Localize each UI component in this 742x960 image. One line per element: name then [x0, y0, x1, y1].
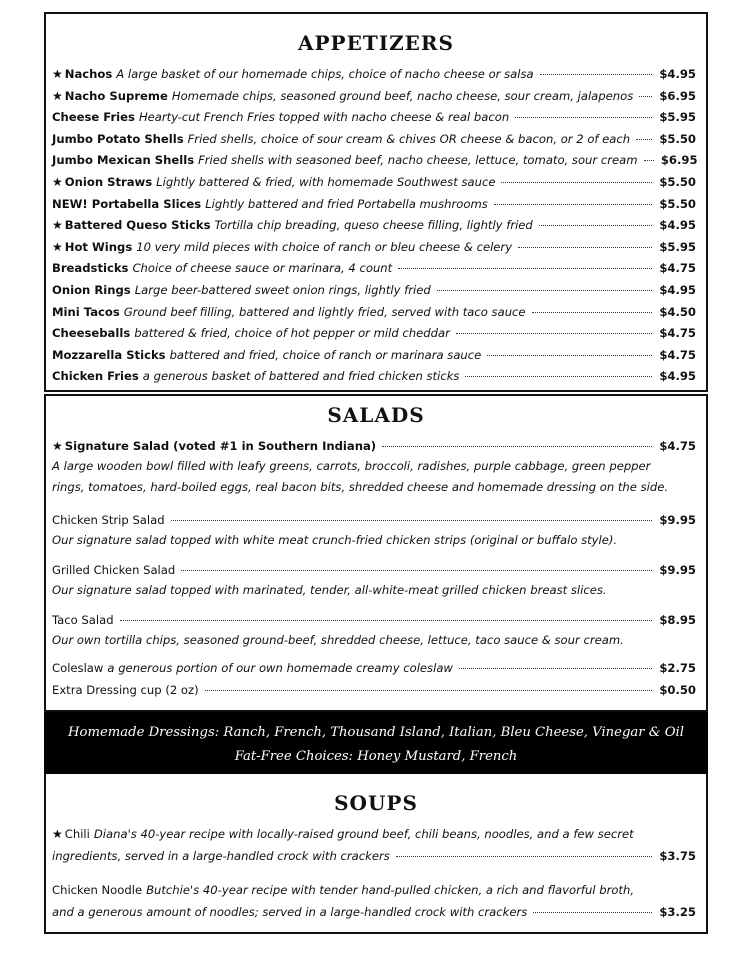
item-price: $4.75	[659, 347, 696, 362]
item-name: Nacho Supreme	[64, 88, 168, 103]
menu-item	[52, 260, 696, 276]
item-name: Chicken Strip Salad	[52, 513, 165, 527]
star-icon: ★	[52, 175, 63, 189]
item-desc: Large beer-battered sweet onion rings, lightly fried	[134, 283, 431, 297]
item-name: Coleslaw	[52, 661, 104, 675]
homemade-dressings-line: Homemade Dressings: Ranch, French, Thousand Island, Italian, Bleu Cheese, Vinegar & Oil	[68, 725, 684, 740]
menu-item	[52, 88, 696, 104]
item-desc: A large basket of our homemade chips, choice of nacho cheese or salsa	[116, 67, 534, 81]
item-desc: Lightly battered and fried Portabella mushrooms	[205, 196, 488, 211]
item-name: Signature Salad (voted #1 in Southern Indiana)	[64, 439, 377, 453]
menu-item	[52, 174, 696, 190]
item-desc: Butchie's 40-year recipe with tender hand-pulled chicken, a rich and flavorful broth,	[146, 883, 635, 897]
item-desc: a generous portion of our own homemade creamy coleslaw	[107, 661, 453, 675]
soups-section	[44, 774, 708, 934]
item-price: $3.25	[659, 905, 696, 919]
salads-section	[44, 394, 708, 712]
item-name: Chicken Fries	[52, 369, 139, 384]
item-price: $9.95	[659, 513, 696, 527]
menu-item-coleslaw	[52, 660, 696, 676]
item-name: Jumbo Mexican Shells	[52, 153, 195, 168]
item-desc: Fried shells with seasoned beef, nacho cheese, lettuce, tomato, sour cream	[198, 153, 638, 168]
item-name: Mini Tacos	[52, 304, 120, 319]
item-price: $4.75	[659, 326, 696, 341]
leader-dots	[171, 520, 652, 521]
leader-dots	[396, 856, 652, 857]
appetizers-section	[44, 12, 708, 392]
item-price: $4.95	[659, 67, 696, 81]
item-name: Chili	[64, 827, 90, 841]
leader-dots	[181, 570, 652, 571]
menu-item-signature-salad	[52, 438, 696, 454]
leader-dots	[501, 182, 652, 183]
menu-item	[52, 217, 696, 233]
item-desc: Choice of cheese sauce or marinara, 4 count	[132, 261, 393, 276]
star-icon: ★	[52, 239, 63, 254]
item-desc: Fried shells, choice of sour cream & chives OR cheese & bacon, or 2 of each	[187, 131, 631, 146]
item-name: Hot Wings	[64, 239, 133, 254]
item-price: $2.75	[659, 661, 696, 675]
menu-item	[52, 152, 696, 168]
item-desc: Diana's 40-year recipe with locally-raised ground beef, chili beans, noodles, and a few secret	[93, 827, 634, 841]
leader-dots	[437, 290, 652, 291]
item-price: $5.50	[659, 131, 696, 146]
menu-item-chili	[52, 826, 696, 842]
menu-item-extra-dressing	[52, 682, 696, 698]
leader-dots	[120, 620, 652, 621]
item-desc: Our signature salad topped with marinated, tender, all-white-meat grilled chicken breast slices.	[52, 583, 607, 597]
dressings-banner	[44, 712, 708, 774]
leader-dots	[518, 247, 652, 248]
item-desc: a generous basket of battered and fried chicken sticks	[142, 369, 460, 384]
item-price: $3.75	[659, 849, 696, 863]
chili-desc-line-2	[52, 848, 696, 864]
star-icon: ★	[52, 218, 63, 233]
fat-free-dressings-line: Fat-Free Choices: Honey Mustard, French	[234, 749, 518, 764]
leader-dots	[636, 139, 652, 140]
menu-item	[52, 325, 696, 341]
item-name: Grilled Chicken Salad	[52, 563, 176, 577]
leader-dots	[382, 446, 652, 447]
item-price: $5.95	[659, 239, 696, 254]
item-price: $4.95	[659, 218, 696, 233]
item-price: $4.95	[659, 283, 696, 297]
leader-dots	[533, 912, 652, 913]
item-desc: battered and fried, choice of ranch or marinara sauce	[169, 347, 482, 362]
leader-dots	[465, 376, 652, 377]
item-name: Cheese Fries	[52, 110, 135, 125]
item-name: Onion Rings	[52, 283, 131, 297]
item-price: $4.75	[659, 439, 696, 453]
item-desc: Ground beef filling, battered and lightly fried, served with taco sauce	[123, 304, 526, 319]
signature-desc	[52, 456, 696, 498]
leader-dots	[487, 355, 652, 356]
item-price: $9.95	[659, 563, 696, 577]
leader-dots	[456, 333, 652, 334]
leader-dots	[494, 204, 652, 205]
desc-line: A large wooden bowl filled with leafy greens, carrots, broccoli, radishes, purple cabbage, green pepper	[52, 459, 651, 473]
item-name: Battered Queso Sticks	[64, 218, 211, 233]
menu-item	[52, 239, 696, 255]
item-desc: Our own tortilla chips, seasoned ground-beef, shredded cheese, lettuce, taco sauce & sour cream.	[52, 633, 624, 647]
item-desc: Lightly battered & fried, with homemade Southwest sauce	[156, 175, 496, 189]
item-price: $8.95	[659, 613, 696, 627]
leader-dots	[532, 312, 652, 313]
leader-dots	[539, 225, 652, 226]
leader-dots	[459, 668, 652, 669]
menu-item	[52, 131, 696, 147]
item-name: Mozzarella Sticks	[52, 347, 166, 362]
item-price: $4.50	[659, 304, 696, 319]
item-desc: Tortilla chip breading, queso cheese filling, lightly fried	[214, 218, 533, 233]
menu-item	[52, 347, 696, 363]
star-icon: ★	[52, 88, 63, 103]
leader-dots	[639, 96, 652, 97]
item-desc: battered & fried, choice of hot pepper or mild cheddar	[134, 326, 450, 341]
leader-dots	[644, 160, 654, 161]
item-desc: Hearty-cut French Fries topped with nacho cheese & real bacon	[138, 110, 510, 125]
item-name: Jumbo Potato Shells	[52, 131, 184, 146]
item-price: $4.75	[659, 261, 696, 276]
item-price: $5.50	[659, 175, 696, 189]
item-name: Onion Straws	[64, 175, 153, 189]
noodle-desc-line-2	[52, 904, 696, 920]
menu-item	[52, 196, 696, 212]
star-icon: ★	[52, 67, 63, 81]
item-price: $5.95	[659, 110, 696, 125]
menu-item	[52, 304, 696, 320]
appetizers-heading: APPETIZERS	[298, 31, 454, 55]
menu-item	[52, 66, 696, 82]
item-price: $4.95	[659, 369, 696, 384]
salads-heading: SALADS	[327, 403, 425, 427]
item-name: Breadsticks	[52, 261, 129, 276]
item-name: Nachos	[64, 67, 113, 81]
item-name: Chicken Noodle	[52, 883, 143, 897]
desc-line: rings, tomatoes, hard-boiled eggs, real bacon bits, shredded cheese and homemade dressing on the side.	[52, 480, 669, 494]
menu-item-taco-salad	[52, 612, 696, 628]
item-name: Cheeseballs	[52, 326, 131, 341]
menu-item	[52, 368, 696, 384]
menu-item-chicken-strip-salad	[52, 512, 696, 528]
item-price: $6.95	[659, 88, 696, 103]
leader-dots	[398, 268, 652, 269]
leader-dots	[515, 117, 652, 118]
star-icon: ★	[52, 439, 63, 453]
item-desc: 10 very mild pieces with choice of ranch or bleu cheese & celery	[136, 239, 513, 254]
item-price: $0.50	[659, 683, 696, 697]
item-desc: Our signature salad topped with white meat crunch-fried chicken strips (original or buffalo style).	[52, 533, 618, 547]
item-name: NEW! Portabella Slices	[52, 196, 202, 211]
leader-dots	[540, 74, 652, 75]
menu-item-grilled-chicken-salad	[52, 562, 696, 578]
item-desc: ingredients, served in a large-handled crock with crackers	[52, 849, 390, 863]
item-desc: Homemade chips, seasoned ground beef, nacho cheese, sour cream, jalapenos	[171, 88, 634, 103]
item-price: $5.50	[659, 196, 696, 211]
leader-dots	[205, 690, 652, 691]
menu-item-chicken-noodle	[52, 882, 696, 898]
item-price: $6.95	[660, 153, 698, 168]
star-icon: ★	[52, 827, 63, 841]
item-name: Taco Salad	[52, 613, 114, 627]
soups-heading: SOUPS	[334, 791, 418, 815]
menu-item	[52, 109, 696, 125]
item-name: Extra Dressing cup (2 oz)	[52, 683, 199, 697]
menu-item	[52, 282, 696, 298]
item-desc: and a generous amount of noodles; served in a large-handled crock with crackers	[52, 905, 528, 919]
